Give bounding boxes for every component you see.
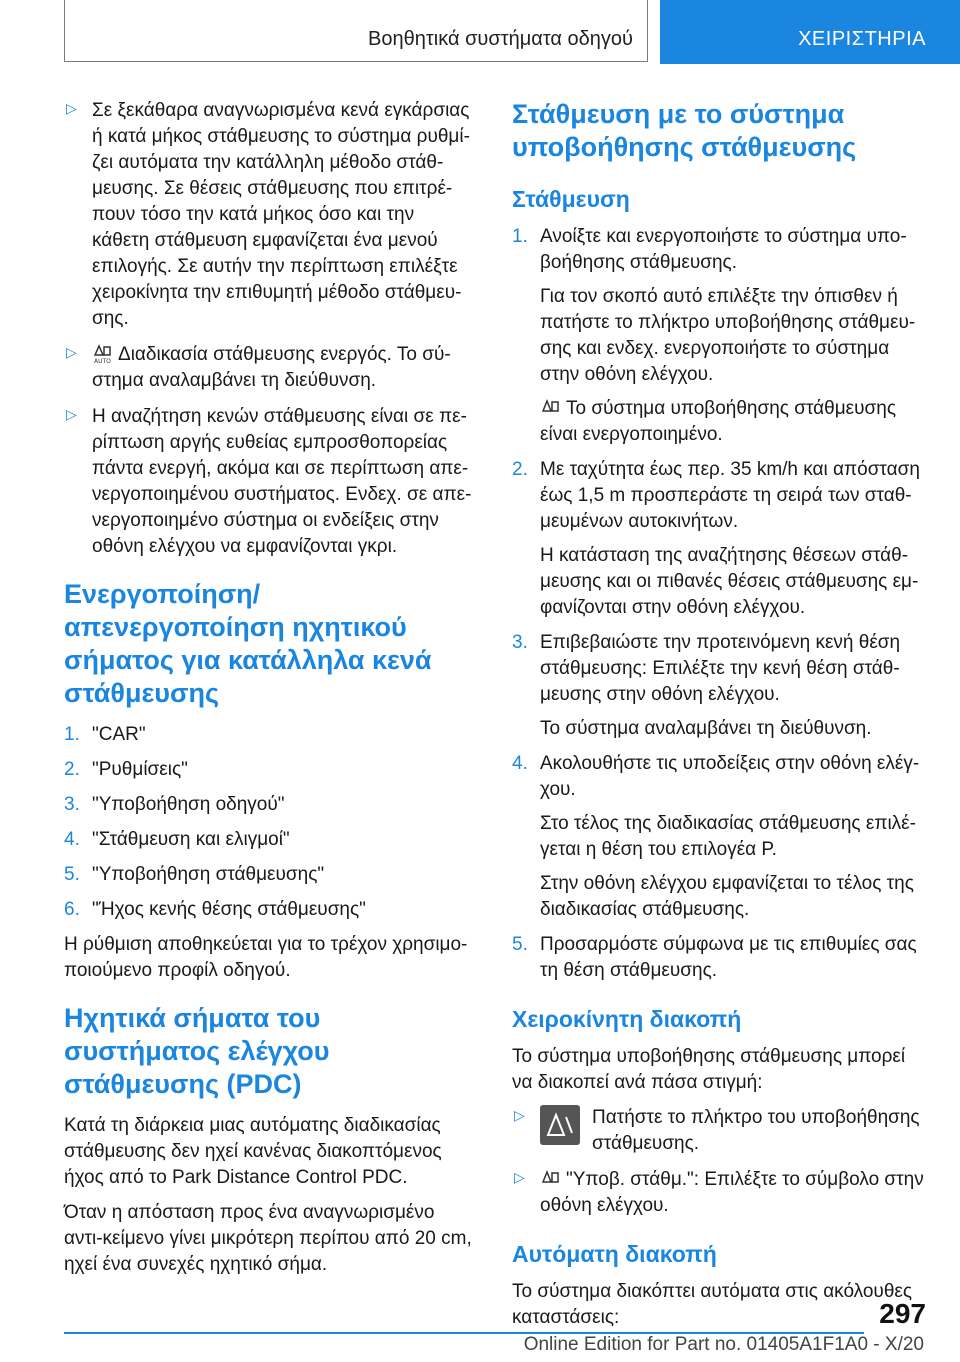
header-chapter-title: ΧΕΙΡΙΣΤΗΡΙΑ <box>798 28 926 50</box>
paragraph: Το σύστημα υποβοήθησης στάθμευσης μπορεί να διακοπεί ανά πάσα στιγμή: <box>512 1046 906 1093</box>
list-item: ▷ "Υποβ. στάθμ.": Επιλέξτε το σύμβολο στην οθόνη ελέγχου. <box>514 1169 924 1216</box>
footer-edition: Online Edition for Part no. 01405A1F1A0 - X/20 <box>523 1334 924 1355</box>
section-heading: Στάθμευση με το σύστημα υποβοήθησης στάθμευσης <box>512 99 857 162</box>
list-item <box>64 404 476 560</box>
right-column <box>512 98 928 1331</box>
triangle-bullet-icon: ▷ <box>514 1107 525 1123</box>
header-section-title: Βοηθητικά συστήματα οδηγού <box>368 28 633 50</box>
numbered-step: 1. Ανοίξτε και ενεργοποιήστε το σύστημα υπο-βοήθησης στάθμευσης. Για τον σκοπό αυτό επιλέξτε την όπισθεν ή πατήστε το πλήκτρο υποβοήθησης στάθμευ-σης και ενδεχ. ενεργοποιήστε το σύστημα στην οθόνη ελέγχου. Το σύστημα υποβοήθησης στάθμευσης είναι ενεργοποιημένο. <box>512 226 916 445</box>
numbered-step: 2. "Ρυθμίσεις" <box>64 759 188 780</box>
subsection-heading: Στάθμευση <box>512 186 630 212</box>
subsection-heading: Αυτόματη διακοπή <box>512 1241 717 1267</box>
numbered-step: 6. "Ήχος κενής θέσης στάθμευσης" <box>64 899 366 920</box>
numbered-step: 2. Με ταχύτητα έως περ. 35 km/h και απόσταση έως 1,5 m προσπεράστε τη σειρά των σταθ-μευμένων αυτοκινήτων. Η κατάσταση της αναζήτησης θέσεων στάθ-μευσης και οι πιθανές θέσεις στάθμευσης εμ-φανίζονται στην οθόνη ελέγχου. <box>512 459 920 618</box>
numbered-step: 1. "CAR" <box>64 724 146 745</box>
section-heading: Ενεργοποίηση/απενεργοποίηση ηχητικού σήματος για κατάλληλα κενά στάθμευσης <box>64 579 432 708</box>
park-assist-icon <box>540 1167 562 1189</box>
bullet-text: Διαδικασία στάθμευσης ενεργός. Το σύ-στημα αναλαμβάνει τη διεύθυνση. <box>92 344 451 391</box>
numbered-step: 5. "Υποβοήθηση στάθμευσης" <box>64 864 325 885</box>
left-column <box>64 98 476 1287</box>
triangle-bullet-icon: ▷ <box>514 1169 525 1185</box>
settings-note: Η ρύθμιση αποθηκεύεται για το τρέχον χρησιμο-ποιούμενο προφίλ οδηγού. <box>64 934 468 981</box>
header-chapter-tab <box>660 0 960 64</box>
svg-text:AUTO: AUTO <box>94 358 111 364</box>
numbered-step: 4. "Στάθμευση και ελιγμοί" <box>64 829 290 850</box>
triangle-bullet-icon: ▷ <box>66 406 77 422</box>
header-section-box <box>64 0 648 62</box>
numbered-step: 5. Προσαρμόστε σύμφωνα με τις επιθυμίες σας τη θέση στάθμευσης. <box>512 934 917 981</box>
page-number: 297 <box>879 1298 926 1329</box>
paragraph: Το σύστημα διακόπτει αυτόματα στις ακόλουθες καταστάσεις: <box>512 1281 913 1328</box>
subsection-heading: Χειροκίνητη διακοπή <box>512 1006 742 1032</box>
park-assist-auto-icon <box>92 342 114 364</box>
section-heading: Ηχητικά σήματα του συστήματος ελέγχου στάθμευσης (PDC) <box>64 1003 330 1099</box>
bullet-text: Η αναζήτηση κενών στάθμευσης είναι σε πε-ρίπτωση αργής ευθείας εμπροσθοπορείας πάντα ενεργή, ακόμα και σε περίπτωση απε-νεργοποιημένου συστήματος. Ενδεχ. σε απε-νεργοποιημένο σύστημα οι ενδείξεις στην οθόνη ελέγχου να εμφανίζονται γκρι. <box>92 406 472 557</box>
numbered-step: 4. Ακολουθήστε τις υποδείξεις στην οθόνη ελέγ-χου. Στο τέλος της διαδικασίας στάθμευσης επιλέ-γεται η θέση του επιλογέα P. Στην οθόνη ελέγχου εμφανίζεται το τέλος της διαδικασίας στάθμευσης. <box>512 753 920 920</box>
list-item <box>64 98 476 332</box>
triangle-bullet-icon: ▷ <box>66 100 77 116</box>
park-assist-icon <box>540 396 562 418</box>
numbered-step: 3. Επιβεβαιώστε την προτεινόμενη κενή θέση στάθμευσης: Επιλέξτε την κενή θέση στάθ-μευσης στην οθόνη ελέγχου. Το σύστημα αναλαμβάνει τη διεύθυνση. <box>512 632 901 739</box>
paragraph: Όταν η απόσταση προς ένα αναγνωρισμένο αντι-κείμενο γίνει μικρότερη περίπου από 20 cm, ηχεί ένα συνεχές ηχητικό σήμα. <box>64 1202 472 1275</box>
triangle-bullet-icon: ▷ <box>66 344 77 360</box>
park-assist-button-icon <box>540 1105 580 1145</box>
list-item <box>64 342 476 394</box>
bullet-text: Σε ξεκάθαρα αναγνωρισμένα κενά εγκάρσιας ή κατά μήκος στάθμευσης το σύστημα ρυθμί-ζει αυτόματα την κατάλληλη μέθοδο στάθ-μευσης. Σε θέσεις στάθμευσης που επιτρέ-πουν τόσο την κατά μήκος όσο και την κάθετη στάθμευση εμφανίζεται ένα μενού επιλογής. Σε αυτήν την περίπτωση επιλέξτε χειροκίνητα την επιθυμητή μέθοδο στάθμευ-σης. <box>92 100 470 329</box>
paragraph: Κατά τη διάρκεια μιας αυτόματης διαδικασίας στάθμευσης δεν ηχεί κανένας διακοπτόμενος ήχος από το Park Distance Control PDC. <box>64 1115 442 1188</box>
numbered-step: 3. "Υποβοήθηση οδηγού" <box>64 794 285 815</box>
list-item: ▷ Πατήστε το πλήκτρο του υποβοήθησης στάθμευσης. <box>514 1107 920 1154</box>
